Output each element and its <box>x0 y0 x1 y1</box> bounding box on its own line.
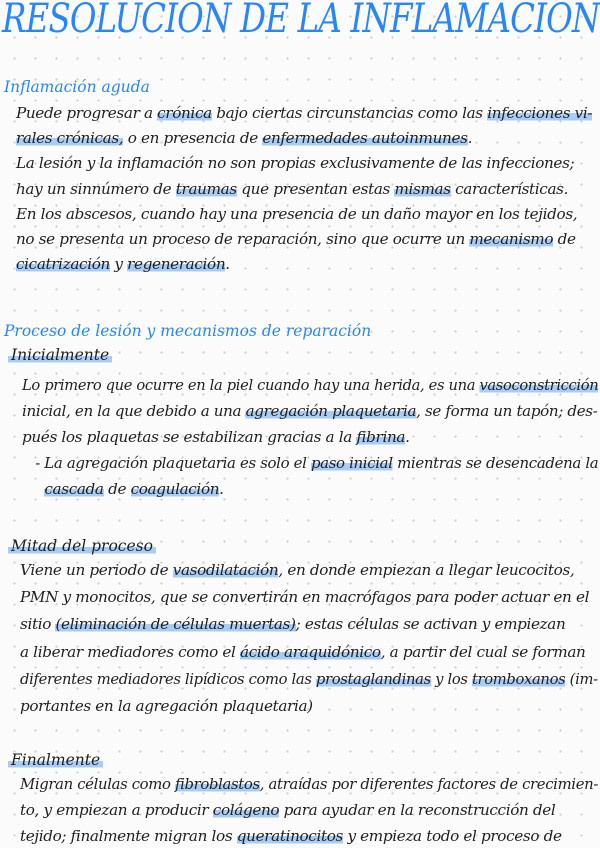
text-segment: Viene un periodo de <box>20 561 173 579</box>
text-segment <box>22 480 44 498</box>
text-line <box>16 129 472 147</box>
text-segment: que presentan estas <box>236 179 395 198</box>
text-segment: . <box>467 129 473 148</box>
highlighted-term: agregación plaquetaria <box>245 402 417 420</box>
text-line <box>16 104 592 122</box>
text-segment: sitio <box>20 615 56 634</box>
highlighted-term: vasodilatación <box>172 561 279 579</box>
text-segment: inicial, en la que debido a una <box>22 402 246 420</box>
text-line <box>20 670 598 688</box>
highlighted-term: colágeno <box>212 801 280 819</box>
text-line <box>22 376 598 394</box>
text-segment: , se forma un tapón; des- <box>416 402 598 420</box>
text-segment: para ayudar en la reconstrucción del <box>279 801 556 819</box>
highlighted-term: coagulación <box>130 480 220 498</box>
text-line <box>16 180 568 198</box>
text-segment: y los <box>430 669 472 688</box>
highlighted-term: mecanismo <box>469 230 554 248</box>
text-line <box>22 480 224 498</box>
text-segment: , atraídas por diferentes factores de crecimien- <box>259 775 599 793</box>
text-segment: - La agregación plaquetaria es solo el <box>22 454 311 472</box>
text-line <box>22 402 597 420</box>
text-line <box>20 615 565 633</box>
text-line <box>20 697 313 715</box>
highlighted-term: queratinocitos <box>236 827 343 845</box>
text-segment: de <box>553 230 576 248</box>
text-segment: y empieza todo el proceso de <box>342 827 562 845</box>
subheading-mitad-del-proceso: Mitad del proceso <box>8 537 156 555</box>
text-segment: . <box>225 255 230 274</box>
text-segment: y <box>109 255 128 274</box>
highlighted-term: crónica <box>157 104 212 122</box>
text-segment: . <box>219 480 224 498</box>
highlighted-term: mismas <box>394 179 451 198</box>
text-line <box>20 588 589 606</box>
text-segment: a liberar mediadores como el <box>20 642 241 661</box>
text-line <box>22 454 598 472</box>
section-heading-inflamacion-aguda: Inflamación aguda <box>4 78 150 96</box>
text-segment: mientras se desencadena la <box>392 454 599 472</box>
text-segment: , en donde empiezan a llegar leucocitos, <box>278 561 575 579</box>
text-segment: En los abscesos, cuando hay una presencia de un daño mayor en los tejidos, <box>16 204 578 223</box>
highlighted-term: paso inicial <box>310 454 393 472</box>
text-segment: PMN y monocitos, que se convertirán en macrófagos para poder actuar en el <box>20 588 590 607</box>
text-segment: . <box>405 428 410 446</box>
highlighted-term: infecciones vi- <box>487 104 593 122</box>
text-segment: (im- <box>565 669 598 688</box>
text-line <box>16 255 230 273</box>
text-line <box>20 775 598 793</box>
highlighted-term: fibrina <box>356 428 406 446</box>
text-segment: características. <box>450 179 569 198</box>
text-segment: to, y empiezan a producir <box>20 801 213 819</box>
subheading-inicialmente: Inicialmente <box>8 346 112 364</box>
text-line <box>20 827 562 845</box>
highlighted-term: rales crónicas, <box>16 129 124 148</box>
text-segment: Migran células como <box>20 775 175 793</box>
page-title: RESOLUCION DE LA INFLAMACION <box>2 0 600 42</box>
text-segment: tejido; finalmente migran los <box>20 827 237 845</box>
text-segment: Puede progresar a <box>16 104 158 122</box>
highlighted-term: cicatrización <box>16 255 110 274</box>
text-line <box>22 428 410 446</box>
text-segment: bajo ciertas circunstancias como las <box>211 104 488 122</box>
text-segment: pués los plaquetas se estabilizan gracias a la <box>22 428 357 446</box>
highlighted-term: ácido araquidónico <box>240 642 381 661</box>
highlighted-term: traumas <box>175 179 237 198</box>
highlighted-term: cascada <box>44 480 104 498</box>
highlighted-term: (eliminación de células muertas) <box>55 615 296 634</box>
text-line <box>16 154 574 172</box>
text-segment: hay un sinnúmero de <box>16 179 176 198</box>
text-segment: o en presencia de <box>123 129 263 148</box>
text-line <box>16 205 577 223</box>
text-segment: ; estas células se activan y empiezan <box>295 615 566 634</box>
text-segment: de <box>103 480 131 498</box>
highlighted-term: tromboxanos <box>471 669 566 688</box>
text-segment: Lo primero que ocurre en la piel cuando hay una herida, es una <box>22 376 480 394</box>
highlighted-term: vasoconstricción <box>479 376 599 394</box>
text-segment: no se presenta un proceso de reparación, sino que ocurre un <box>16 230 470 248</box>
text-line <box>16 230 576 248</box>
text-line <box>20 643 586 661</box>
text-segment: , a partir del cual se forman <box>380 642 586 661</box>
highlighted-term: regeneración <box>127 255 226 274</box>
text-segment: diferentes mediadores lipídicos como las <box>20 669 316 688</box>
text-line <box>20 801 555 819</box>
text-segment: La lesión y la inflamación no son propias exclusivamente de las infecciones; <box>16 154 575 173</box>
highlighted-term: fibroblastos <box>174 775 260 793</box>
text-segment: portantes en la agregación plaquetaria) <box>20 697 313 715</box>
section-heading-proceso-de-lesion: Proceso de lesión y mecanismos de reparación <box>4 322 372 340</box>
subheading-finalmente: Finalmente <box>8 751 103 769</box>
text-line <box>20 561 574 579</box>
highlighted-term: prostaglandinas <box>315 669 431 688</box>
highlighted-term: enfermedades autoinmunes <box>262 129 468 148</box>
